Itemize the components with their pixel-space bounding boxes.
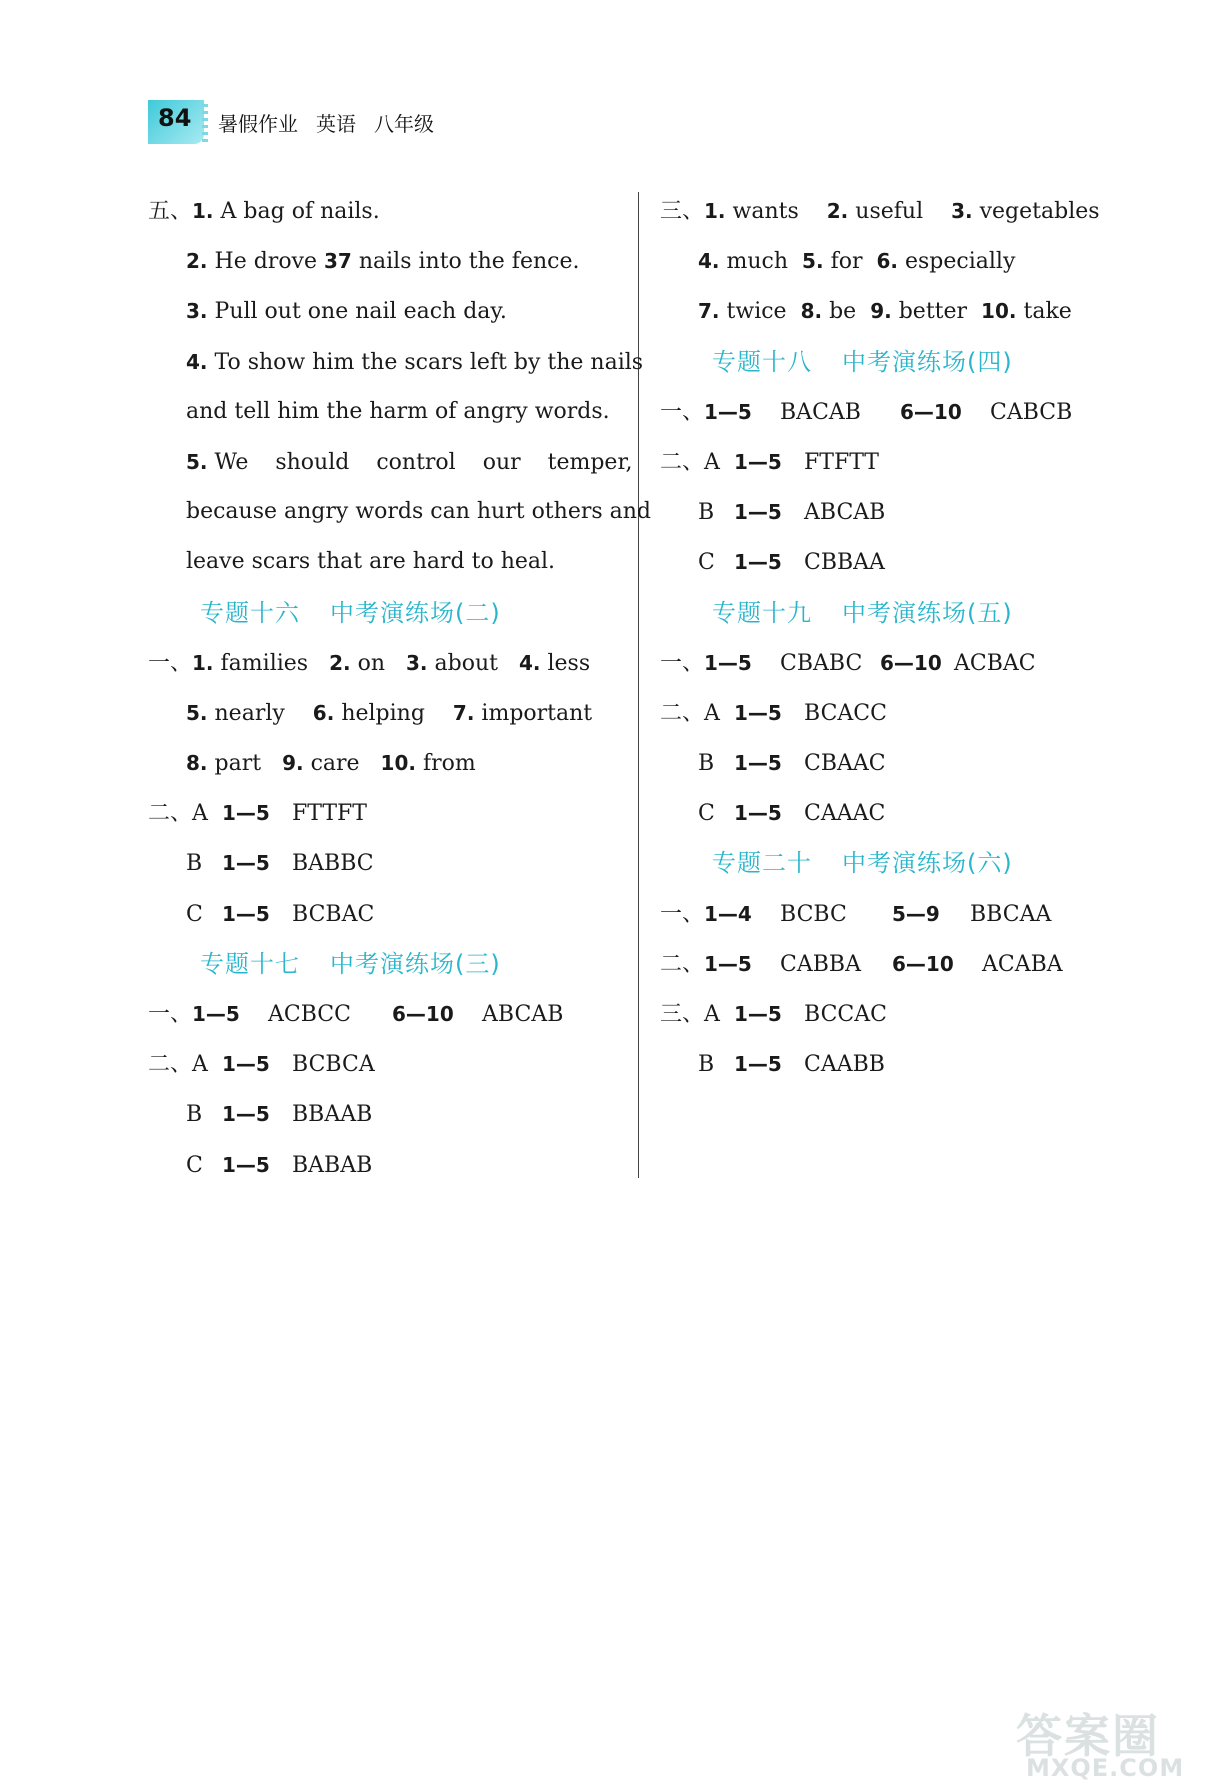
part-label: A	[704, 449, 720, 475]
range: 1—5	[734, 751, 782, 776]
range: 1—5	[222, 1152, 270, 1177]
answer-key: BCBCA	[292, 1052, 375, 1078]
range: 6—10	[900, 399, 962, 424]
range: 6—10	[392, 1002, 454, 1026]
answer-text: families	[220, 650, 309, 676]
answer-text: useful	[855, 199, 924, 224]
part-label: C	[186, 1152, 203, 1178]
answer-line	[148, 286, 618, 336]
answer-line	[660, 286, 1100, 336]
answer-key: CABCB	[990, 399, 1073, 425]
range: 1—5	[734, 1052, 782, 1077]
answer-key: CAABB	[804, 1052, 885, 1078]
answer-line	[148, 537, 618, 587]
item-number: 8.	[800, 299, 823, 324]
answer-line	[148, 437, 633, 487]
answer-line	[148, 1140, 618, 1190]
section-title	[660, 588, 1100, 638]
watermark-text: 答案圈	[1016, 1709, 1160, 1763]
range: 6—10	[880, 650, 942, 675]
book-name: 暑假作业	[218, 112, 298, 136]
topic-label: 专题十九	[712, 598, 812, 627]
section-number: 二、	[148, 801, 193, 827]
answer-key: BBAAB	[292, 1102, 373, 1128]
answer-key: ACBCC	[268, 1002, 351, 1027]
topic-label: 专题二十	[712, 849, 812, 878]
section-number: 五、	[148, 199, 193, 224]
answer-line	[660, 738, 1100, 788]
answer-key: CBBAA	[804, 550, 885, 576]
answer-number: 37	[324, 249, 352, 274]
answer-text: care	[310, 751, 360, 777]
answer-text: less	[547, 650, 591, 676]
answer-line	[148, 688, 618, 738]
part-label: A	[192, 801, 208, 827]
answer-line	[660, 537, 1100, 587]
answer-key: BCACC	[804, 700, 887, 726]
answer-text: be	[829, 299, 857, 325]
answer-key: BCBAC	[292, 901, 375, 927]
range: 1—5	[704, 951, 752, 976]
answer-line	[660, 236, 1100, 286]
answer-text: To show him the scars left by the nails	[214, 349, 644, 375]
answer-line	[148, 1039, 618, 1089]
range: 1—5	[704, 399, 752, 424]
item-number: 3.	[405, 650, 428, 675]
answer-line	[660, 638, 1100, 688]
item-number: 1.	[192, 199, 214, 223]
range: 1—5	[222, 851, 270, 876]
answer-key: ABCAB	[804, 500, 886, 526]
answer-line	[148, 889, 618, 939]
answer-line	[660, 788, 1100, 838]
answer-text: part	[214, 751, 262, 777]
answer-key: FTFTT	[804, 449, 879, 475]
answer-key: BCBC	[780, 901, 847, 927]
book-title	[218, 108, 452, 137]
section-title	[148, 939, 618, 989]
part-label: C	[698, 801, 715, 827]
answer-key: ACABA	[982, 951, 1063, 977]
section-number: 二、	[660, 951, 705, 977]
answer-key: BABAB	[292, 1152, 373, 1178]
decorative-dots	[202, 104, 208, 144]
part-label: A	[704, 700, 720, 726]
answer-text: about	[434, 650, 498, 676]
topic-label: 专题十六	[200, 598, 300, 627]
item-number: 2.	[186, 249, 208, 274]
range: 6—10	[892, 951, 954, 976]
range: 1—5	[222, 1102, 270, 1127]
item-number: 9.	[870, 299, 892, 324]
answer-key: BCCAC	[804, 1002, 887, 1027]
left-column	[148, 186, 652, 1190]
item-number: 6.	[312, 700, 335, 725]
item-number: 6.	[876, 249, 898, 274]
item-number: 4.	[186, 349, 208, 374]
section-title	[148, 588, 618, 638]
answer-line	[148, 738, 618, 788]
page-number: 84	[158, 104, 192, 132]
item-number: 5.	[802, 249, 824, 274]
range: 1—5	[222, 901, 270, 926]
answer-line	[660, 1039, 1100, 1089]
answer-text: take	[1023, 299, 1072, 325]
right-column	[660, 186, 1100, 1089]
answer-line	[148, 788, 618, 838]
range: 1—5	[734, 1002, 782, 1026]
section-number: 一、	[660, 650, 705, 676]
range: 1—5	[734, 449, 782, 474]
answer-text: He drove	[214, 249, 318, 275]
item-number: 2.	[329, 650, 351, 675]
answer-line	[660, 186, 1100, 236]
item-number: 1.	[704, 199, 726, 223]
watermark-logo	[1016, 1700, 1206, 1786]
item-number: 4.	[518, 650, 541, 675]
range: 1—5	[704, 650, 752, 675]
answer-line	[660, 688, 1100, 738]
answer-text: twice	[726, 299, 787, 325]
item-number: 5.	[186, 449, 208, 474]
answer-text: nails into the fence.	[358, 249, 580, 275]
page-header	[148, 100, 488, 148]
answer-line	[148, 838, 618, 888]
section-number: 二、	[660, 700, 705, 726]
answer-text: We should control our temper,	[214, 449, 633, 475]
range: 1—5	[734, 500, 782, 525]
item-number: 4.	[698, 249, 720, 274]
part-label: C	[698, 550, 715, 576]
range: 5—9	[892, 901, 940, 926]
item-number: 9.	[282, 751, 304, 776]
answer-key: FTTFT	[292, 801, 367, 827]
range: 1—5	[222, 1052, 270, 1077]
part-label: A	[192, 1052, 208, 1078]
answer-text: nearly	[214, 700, 285, 726]
part-label: C	[186, 901, 203, 927]
range: 1—5	[734, 801, 782, 826]
topic-name: 中考演练场(三)	[330, 949, 501, 978]
answer-text: wants	[732, 199, 799, 224]
range: 1—5	[734, 700, 782, 725]
answer-line	[660, 989, 1100, 1039]
section-number: 二、	[148, 1052, 193, 1078]
item-number: 1.	[192, 650, 214, 675]
topic-name: 中考演练场(四)	[842, 347, 1013, 376]
answer-line	[148, 236, 618, 286]
answer-line	[660, 487, 1100, 537]
part-label: B	[186, 1102, 203, 1128]
item-number: 8.	[186, 751, 208, 776]
answer-key: CBABC	[780, 650, 863, 676]
topic-name: 中考演练场(六)	[842, 849, 1013, 878]
answer-line	[148, 186, 618, 236]
answer-key: CAAAC	[804, 801, 886, 827]
answer-text: better	[898, 299, 968, 325]
item-number: 10.	[981, 299, 1017, 324]
answer-text: A bag of nails.	[220, 199, 380, 224]
topic-name: 中考演练场(五)	[842, 598, 1013, 627]
answer-text: and tell him the harm of angry words.	[186, 398, 610, 424]
item-number: 2.	[826, 199, 849, 223]
answer-text: vegetables	[979, 199, 1100, 224]
answer-text: important	[481, 700, 593, 726]
part-label: B	[698, 1052, 715, 1078]
section-number: 一、	[660, 399, 705, 425]
answer-line	[148, 1089, 618, 1139]
item-number: 10.	[380, 751, 416, 776]
answer-text: from	[422, 751, 476, 777]
range: 1—5	[222, 801, 270, 826]
answer-line	[148, 989, 618, 1039]
answer-key: ACBAC	[954, 650, 1036, 676]
range: 1—5	[734, 550, 782, 575]
section-number: 一、	[660, 901, 705, 927]
part-label: B	[698, 500, 715, 526]
answer-text: much	[726, 249, 789, 275]
part-label: A	[704, 1002, 720, 1027]
answer-text: on	[357, 650, 385, 676]
section-number: 二、	[660, 449, 705, 475]
item-number: 7.	[698, 299, 720, 324]
section-title	[660, 337, 1100, 387]
answer-key: CABBA	[780, 951, 861, 977]
item-number: 7.	[452, 700, 475, 725]
answer-key: BBCAA	[970, 901, 1052, 927]
item-number: 5.	[186, 700, 208, 725]
part-label: B	[698, 751, 715, 777]
item-number: 3.	[186, 299, 208, 324]
topic-name: 中考演练场(二)	[330, 598, 501, 627]
item-number: 3.	[951, 199, 973, 223]
answer-text: helping	[341, 700, 425, 726]
answer-line	[660, 387, 1100, 437]
part-label: B	[186, 851, 203, 877]
answer-line	[148, 337, 644, 387]
section-number: 三、	[660, 199, 705, 224]
answer-key: BABBC	[292, 851, 374, 877]
topic-label: 专题十八	[712, 347, 812, 376]
answer-text: for	[830, 249, 863, 275]
answer-text: because angry words can hurt others and	[186, 499, 652, 525]
answer-text: especially	[904, 249, 1016, 275]
watermark-url: MXQE.COM	[1026, 1754, 1185, 1782]
answer-line	[660, 939, 1100, 989]
section-number: 三、	[660, 1002, 705, 1027]
answer-line	[148, 638, 618, 688]
section-title	[660, 838, 1100, 888]
answer-text: Pull out one nail each day.	[214, 299, 507, 325]
answer-key: BACAB	[780, 399, 861, 425]
answer-line	[660, 889, 1100, 939]
section-number: 一、	[148, 650, 193, 676]
range: 1—4	[704, 901, 752, 926]
answer-text: leave scars that are hard to heal.	[186, 549, 556, 575]
answer-line	[148, 487, 652, 537]
answer-key: CBAAC	[804, 751, 886, 777]
grade: 八年级	[374, 112, 434, 136]
answer-line	[660, 437, 1100, 487]
answer-key: ABCAB	[482, 1002, 564, 1027]
topic-label: 专题十七	[200, 949, 300, 978]
range: 1—5	[192, 1002, 240, 1026]
section-number: 一、	[148, 1002, 193, 1027]
subject: 英语	[316, 112, 356, 136]
answer-line	[148, 387, 618, 437]
